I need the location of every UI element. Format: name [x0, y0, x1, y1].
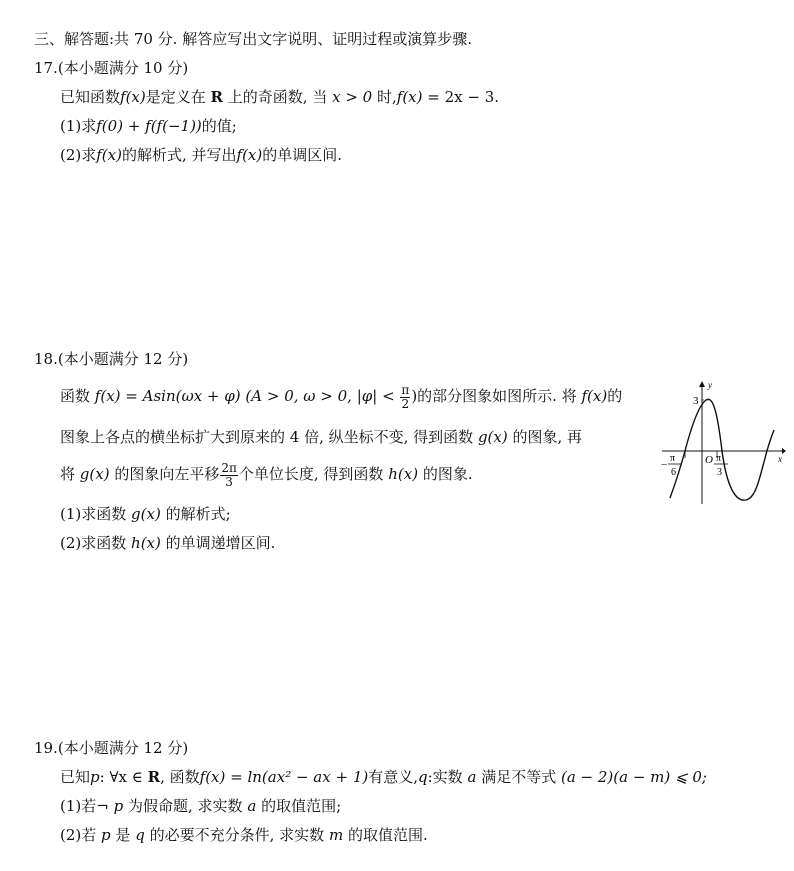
- right-den: 3: [717, 467, 722, 478]
- x-axis-arrow-icon: [782, 448, 786, 454]
- q18-line3: 将 g(x) 的图象向左平移 $\frac{2\pi}{3}$ 个单位长度, 得到函数 h(x) 的图象.: [60, 461, 473, 489]
- left-den: 6: [671, 467, 676, 478]
- q17-part1: (1)求f(0) + f(f(−1))的值;: [60, 117, 237, 135]
- origin-label: O: [705, 454, 713, 466]
- left-sign: −: [661, 459, 668, 471]
- x-label: x: [778, 454, 782, 464]
- left-num: π: [670, 453, 676, 464]
- q19-header: 19.(本小题满分 12 分): [34, 739, 189, 757]
- q18-header: 18.(本小题满分 12 分): [34, 350, 189, 368]
- y-axis-arrow-icon: [699, 381, 705, 387]
- sine-curve: [670, 399, 774, 500]
- y-label: y: [708, 380, 712, 390]
- q17-header: 17.(本小题满分 10 分): [34, 59, 189, 77]
- q17-stem: 已知函数f(x)是定义在 R 上的奇函数, 当 x > 0 时,f(x) = 2x − 3.: [60, 88, 500, 106]
- q19-part2: (2)若 p 是 q 的必要不充分条件, 求实数 m 的取值范围.: [60, 826, 428, 844]
- two-pi-over-3: $\frac{2\pi}{3}$: [221, 461, 237, 489]
- q18-line1: 函数 f(x) = Asin(ωx + φ) (A > 0, ω > 0, |φ| < $\frac{\pi}{2}$ )的部分图象如图所示. 将 f(x)的: [60, 383, 623, 411]
- max-label: 3: [693, 395, 699, 407]
- right-num: π: [716, 453, 722, 464]
- q17-part2: (2)求f(x)的解析式, 并写出f(x)的单调区间.: [60, 146, 343, 164]
- q19-stem: 已知p: ∀x ∈ R, 函数f(x) = ln(ax² − ax + 1)有意义,q:实数 a 满足不等式 (a − 2)(a − m) ⩽ 0;: [60, 768, 707, 786]
- q18-part2: (2)求函数 h(x) 的单调递增区间.: [60, 534, 276, 552]
- q18-line2: 图象上各点的横坐标扩大到原来的 4 倍, 纵坐标不变, 得到函数 g(x) 的图象, 再: [60, 428, 583, 446]
- pi-over-2: $\frac{\pi}{2}$: [401, 383, 410, 411]
- sine-graph: [660, 378, 786, 508]
- q18-part1: (1)求函数 g(x) 的解析式;: [60, 505, 231, 523]
- q19-part1: (1)若¬ p 为假命题, 求实数 a 的取值范围;: [60, 797, 342, 815]
- section-title: 三、解答题:共 70 分. 解答应写出文字说明、证明过程或演算步骤.: [34, 30, 472, 48]
